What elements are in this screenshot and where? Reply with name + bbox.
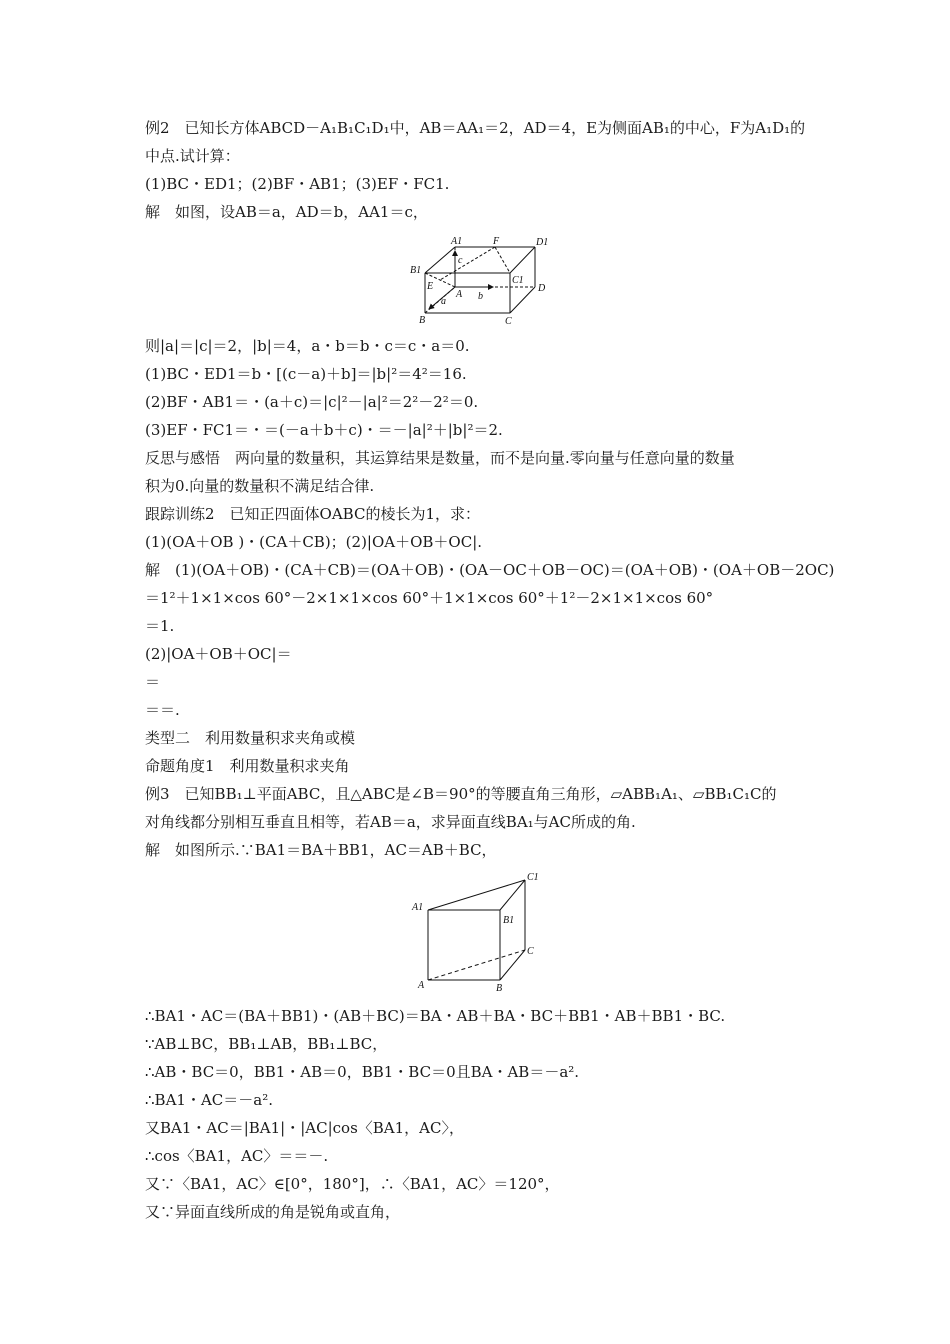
reflection-text: 反思与感悟 两向量的数量积，其运算结果是数量，而不是向量.零向量与任意向量的数量: [145, 449, 735, 467]
example3-solution: ∴BA1・AC＝(BA＋BB1)・(AB＋BC)＝BA・AB＋BA・BC＋BB1・AB＋BB1・BC.: [145, 1007, 726, 1025]
practice2-title: 跟踪训练2 已知正四面体OABC的棱长为1，求：: [145, 505, 480, 523]
label-c1: C1: [527, 872, 539, 883]
example2-statement: 例2 已知长方体ABCD－A₁B₁C₁D₁中，AB＝AA₁＝2，AD＝4，E为侧面AB₁的中心，F为A₁D₁的: [145, 119, 806, 137]
label-d1: D1: [536, 237, 549, 248]
example3-solution: ∴AB・BC＝0，BB1・AB＝0，BB1・BC＝0且BA・AB＝－a².: [145, 1063, 580, 1081]
prism-figure: [410, 868, 545, 993]
example2-statement-cont: 中点.试计算：: [145, 147, 240, 165]
example3-solution: 解 如图所示.∵BA1＝BA＋BB1，AC＝AB＋BC，: [145, 841, 497, 859]
label-c-point: C: [505, 316, 512, 327]
practice2-solution: ＝＝.: [145, 701, 180, 719]
label-f: F: [493, 236, 500, 247]
example3-solution: ∴cos〈BA1，AC〉＝＝－.: [145, 1147, 329, 1165]
practice2-questions: (1)(OA＋OB )・(CA＋CB)；(2)|OA＋OB＋OC|.: [145, 533, 483, 551]
practice2-solution: (2)|OA＋OB＋OC|＝: [145, 645, 292, 663]
label-c: C: [527, 946, 534, 957]
label-b: b: [478, 291, 483, 302]
label-a1: A1: [412, 902, 424, 913]
cuboid-figure: [405, 233, 555, 328]
solution-line: 则|a|＝|c|＝2，|b|＝4，a・b＝b・c＝c・a＝0.: [145, 337, 470, 355]
label-b1: B1: [503, 915, 515, 926]
label-a-vec: a: [441, 296, 446, 307]
subsection-heading: 命题角度1 利用数量积求夹角: [145, 757, 350, 775]
example3-solution: 又BA1・AC＝|BA1|・|AC|cos〈BA1，AC〉，: [145, 1119, 464, 1137]
solution-line: (3)EF・FC1＝・＝(－a＋b＋c)・＝－|a|²＋|b|²＝2.: [145, 421, 503, 439]
solution-setup: 解 如图，设AB＝a，AD＝b，AA1＝c，: [145, 203, 428, 221]
label-c: c: [458, 255, 463, 266]
label-a: A: [456, 289, 463, 300]
label-e: E: [427, 281, 434, 292]
example3-solution: ∴BA1・AC＝－a².: [145, 1091, 273, 1109]
label-b-point: B: [419, 315, 426, 326]
label-a1: A1: [451, 236, 463, 247]
section-heading: 类型二 利用数量积求夹角或模: [145, 729, 356, 747]
practice2-solution: ＝1²＋1×1×cos 60°－2×1×1×cos 60°＋1×1×cos 60°＋1²－2×1×1×cos 60°: [145, 589, 714, 607]
label-c1: C1: [512, 275, 524, 286]
label-a: A: [418, 980, 425, 991]
solution-line: (2)BF・AB1＝・(a＋c)＝|c|²－|a|²＝2²－2²＝0.: [145, 393, 479, 411]
practice2-solution: ＝: [145, 673, 161, 691]
example3-solution: 又∵〈BA1，AC〉∈[0°，180°]，∴〈BA1，AC〉＝120°，: [145, 1175, 560, 1193]
label-d: D: [538, 283, 546, 294]
solution-line: (1)BC・ED1＝b・[(c－a)＋b]＝|b|²＝4²＝16.: [145, 365, 467, 383]
example3-statement: 例3 已知BB₁⊥平面ABC，且△ABC是∠B＝90°的等腰直角三角形，▱ABB₁A₁、▱BB₁C₁C的: [145, 785, 777, 803]
example3-solution: ∵AB⊥BC，BB₁⊥AB，BB₁⊥BC，: [145, 1035, 388, 1053]
practice2-solution: ＝1.: [145, 617, 175, 635]
practice2-solution: 解 (1)(OA＋OB)・(CA＋CB)＝(OA＋OB)・(OA－OC＋OB－OC)＝(OA＋OB)・(OA＋OB－2OC): [145, 561, 835, 579]
example3-solution: 又∵异面直线所成的角是锐角或直角，: [145, 1203, 401, 1221]
reflection-text-cont: 积为0.向量的数量积不满足结合律.: [145, 477, 375, 495]
example3-statement-cont: 对角线都分别相互垂直且相等，若AB＝a，求异面直线BA₁与AC所成的角.: [145, 813, 636, 831]
label-b: B: [496, 983, 503, 993]
example2-questions: (1)BC・ED1；(2)BF・AB1；(3)EF・FC1.: [145, 175, 450, 193]
label-b1: B1: [410, 265, 422, 276]
